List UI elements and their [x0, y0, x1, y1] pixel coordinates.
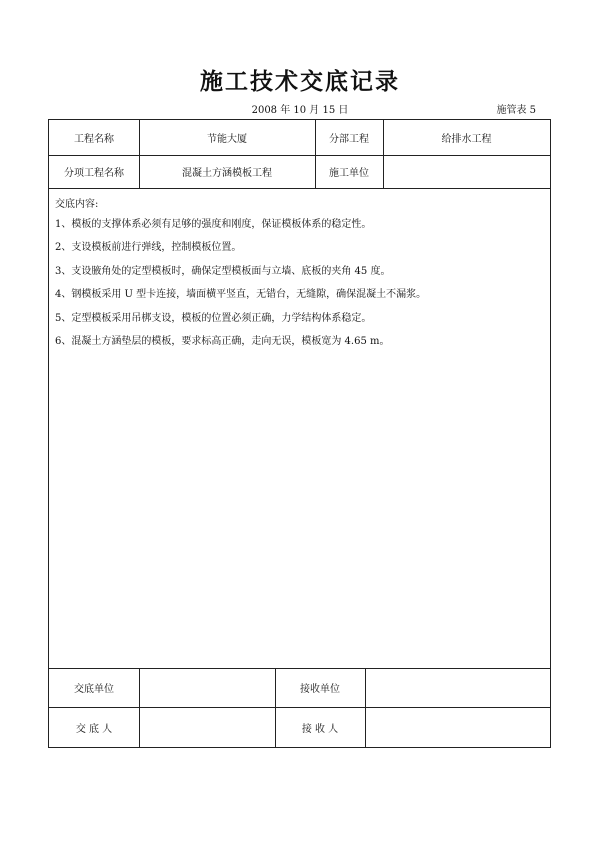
project-name-value: 节能大厦 — [207, 134, 247, 145]
list-item: 2、支设模板前进行弹线，控制模板位置。 — [55, 242, 242, 254]
list-item: 1、模板的支撑体系必须有足够的强度和刚度，保证模板体系的稳定性。 — [55, 219, 372, 230]
document-date: 2008 年 10 月 15 日 — [251, 105, 349, 116]
construction-unit-label: 施工单位 — [329, 168, 369, 179]
content-list — [55, 219, 545, 359]
handover-unit-label: 交底单位 — [74, 684, 114, 695]
content-label: 交底内容: — [55, 199, 99, 210]
handover-person-value — [139, 707, 275, 747]
receiver-label: 接 收 人 — [301, 723, 339, 735]
document-title: 施工技术交底记录 — [200, 69, 400, 95]
division-label: 分部工程 — [329, 134, 369, 145]
handover-unit-value — [139, 668, 275, 707]
row-divider — [49, 188, 550, 189]
division-value: 给排水工程 — [441, 134, 492, 145]
receiver-value — [365, 707, 550, 747]
record-table — [48, 119, 551, 748]
subitem-value: 混凝土方涵模板工程 — [182, 168, 272, 179]
list-item: 6、混凝土方涵垫层的模板，要求标高正确，走向无误，模板宽为 4.65 m。 — [55, 335, 390, 347]
construction-unit-value — [383, 155, 550, 188]
list-item: 3、支设腋角处的定型模板时，确保定型模板面与立墙、底板的夹角 45 度。 — [55, 265, 391, 277]
form-number: 施管表 5 — [496, 105, 536, 116]
project-name-label: 工程名称 — [74, 134, 114, 145]
receiving-unit-value — [365, 668, 550, 707]
list-item: 5、定型模板采用吊梆支设，模板的位置必须正确，力学结构体系稳定。 — [55, 312, 372, 324]
subitem-label: 分项工程名称 — [64, 168, 124, 179]
receiving-unit-label: 接收单位 — [300, 684, 340, 695]
list-item: 4、钢模板采用 U 型卡连接，墙面横平竖直，无错台，无缝隙，确保混凝土不漏浆。 — [55, 289, 427, 301]
handover-person-label: 交 底 人 — [75, 723, 113, 735]
